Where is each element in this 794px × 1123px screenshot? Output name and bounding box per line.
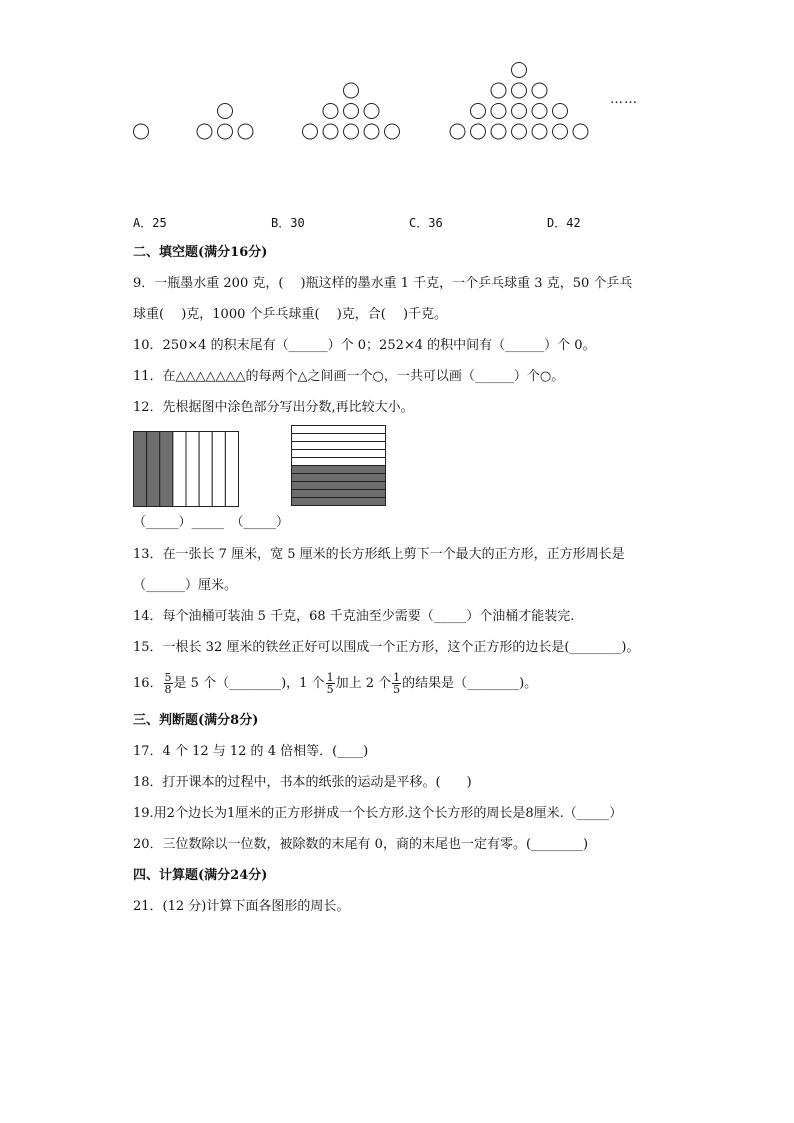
question-16-text2: 加上 2 个 (335, 676, 392, 691)
blank-strip (173, 432, 186, 507)
question-16-text1: 是 5 个（________)，1 个 (173, 676, 325, 691)
pattern-circle (512, 104, 527, 119)
pattern-circle (471, 104, 486, 119)
question-11: 11．在△△△△△△△的每两个△之间画一个○，一共可以画（______）个○。 (133, 369, 565, 384)
pattern-circle (491, 124, 506, 139)
question-13-line2: （______）厘米。 (133, 578, 238, 593)
question-12: 12．先根据图中涂色部分写出分数,再比较大小。 (133, 400, 414, 415)
pattern-circle (532, 104, 547, 119)
blank-strip (225, 432, 238, 507)
pattern-circle (218, 104, 233, 119)
option-b[interactable]: B．30 (271, 216, 305, 230)
pattern-ellipsis: …… (610, 92, 638, 107)
section-title-fill-blank: 二、填空题(满分16分) (133, 245, 268, 260)
circle-pattern-figure (0, 0, 794, 160)
pattern-circle (553, 124, 568, 139)
shaded-strip (160, 432, 173, 507)
question-9-line1: 9．一瓶墨水重 200 克，( )瓶这样的墨水重 1 千克，一个乒乓球重 3 克，50 个乒乓 (133, 276, 633, 291)
shaded-strip (292, 482, 386, 490)
question-17: 17．4 个 12 与 12 的 4 倍相等．(____) (133, 744, 369, 759)
shaded-strip (292, 474, 386, 482)
question-16 (133, 669, 537, 699)
question-13-line1: 13．在一张长 7 厘米，宽 5 厘米的长方形纸上剪下一个最大的正方形，正方形周长是 (133, 547, 625, 562)
pattern-circle (218, 124, 233, 139)
question-9-line2: 球重( )克，1000 个乒乓球重( )克，合( )千克。 (133, 307, 448, 322)
pattern-circle (385, 124, 400, 139)
shaded-strip (147, 432, 160, 507)
pattern-circle (573, 124, 588, 139)
pattern-circle (491, 83, 506, 98)
fraction-5-8: $\frac{5}{8}$ (164, 671, 172, 696)
pattern-circle (344, 124, 359, 139)
question-14: 14．每个油桶可装油 5 千克，68 千克油至少需要（_____）个油桶才能装完. (133, 609, 575, 624)
pattern-circle (532, 83, 547, 98)
pattern-circle (450, 124, 465, 139)
blank-strip (186, 432, 199, 507)
pattern-circle (532, 124, 547, 139)
shaded-strip (292, 490, 386, 498)
circle-groups (134, 63, 589, 140)
pattern-circle (303, 124, 318, 139)
question-18: 18．打开课本的过程中，书本的纸张的运动是平移。( ) (133, 775, 472, 790)
question-20: 20．三位数除以一位数，被除数的末尾有 0，商的末尾也一定有零。(________) (133, 837, 589, 852)
fraction-1-5-b: $\frac{1}{5}$ (393, 671, 401, 696)
pattern-circle (344, 83, 359, 98)
question-15: 15．一根长 32 厘米的铁丝正好可以围成一个正方形，这个正方形的边长是(________)。 (133, 640, 640, 655)
pattern-circle (323, 104, 338, 119)
shaded-strip (292, 466, 386, 474)
pattern-circle (197, 124, 212, 139)
blank-strip (292, 450, 386, 458)
pattern-circle (364, 104, 379, 119)
pattern-circle (553, 104, 568, 119)
question-16-number: 16． (133, 676, 163, 691)
section-title-judgement: 三、判断题(满分8分) (133, 713, 259, 728)
blank-strip (199, 432, 212, 507)
option-a[interactable]: A．25 (133, 216, 167, 230)
question-10: 10．250×4 的积末尾有（______）个 0；252×4 的积中间有（______）个 0。 (133, 338, 596, 353)
blank-strip (292, 434, 386, 442)
pattern-circle (344, 104, 359, 119)
blank-strip (292, 442, 386, 450)
shaded-strip (134, 432, 147, 507)
question-19: 19.用2个边长为1厘米的正方形拼成一个长方形.这个长方形的周长是8厘米.（_____） (133, 806, 623, 821)
blank-strip (292, 458, 386, 466)
fraction-figure-right (291, 425, 387, 507)
option-d[interactable]: D．42 (547, 216, 581, 230)
pattern-circle (471, 124, 486, 139)
blank-strip (212, 432, 225, 507)
blank-strip (292, 426, 386, 434)
option-c[interactable]: C．36 (409, 216, 443, 230)
shaded-strip (292, 498, 386, 506)
pattern-circle (134, 124, 149, 139)
pattern-circle (364, 124, 379, 139)
question-12-answer-blanks: （_____）_____ （_____） (133, 515, 290, 530)
question-16-text3: 的结果是（________)。 (402, 676, 538, 691)
pattern-circle (323, 124, 338, 139)
fraction-1-5-a: $\frac{1}{5}$ (326, 671, 334, 696)
pattern-circle (512, 63, 527, 78)
pattern-circle (491, 104, 506, 119)
fraction-figure-left (133, 431, 241, 509)
pattern-circle (512, 83, 527, 98)
question-21: 21．(12 分)计算下面各图形的周长。 (133, 899, 350, 914)
pattern-circle (238, 124, 253, 139)
section-title-calculation: 四、计算题(满分24分) (133, 868, 268, 883)
pattern-circle (512, 124, 527, 139)
